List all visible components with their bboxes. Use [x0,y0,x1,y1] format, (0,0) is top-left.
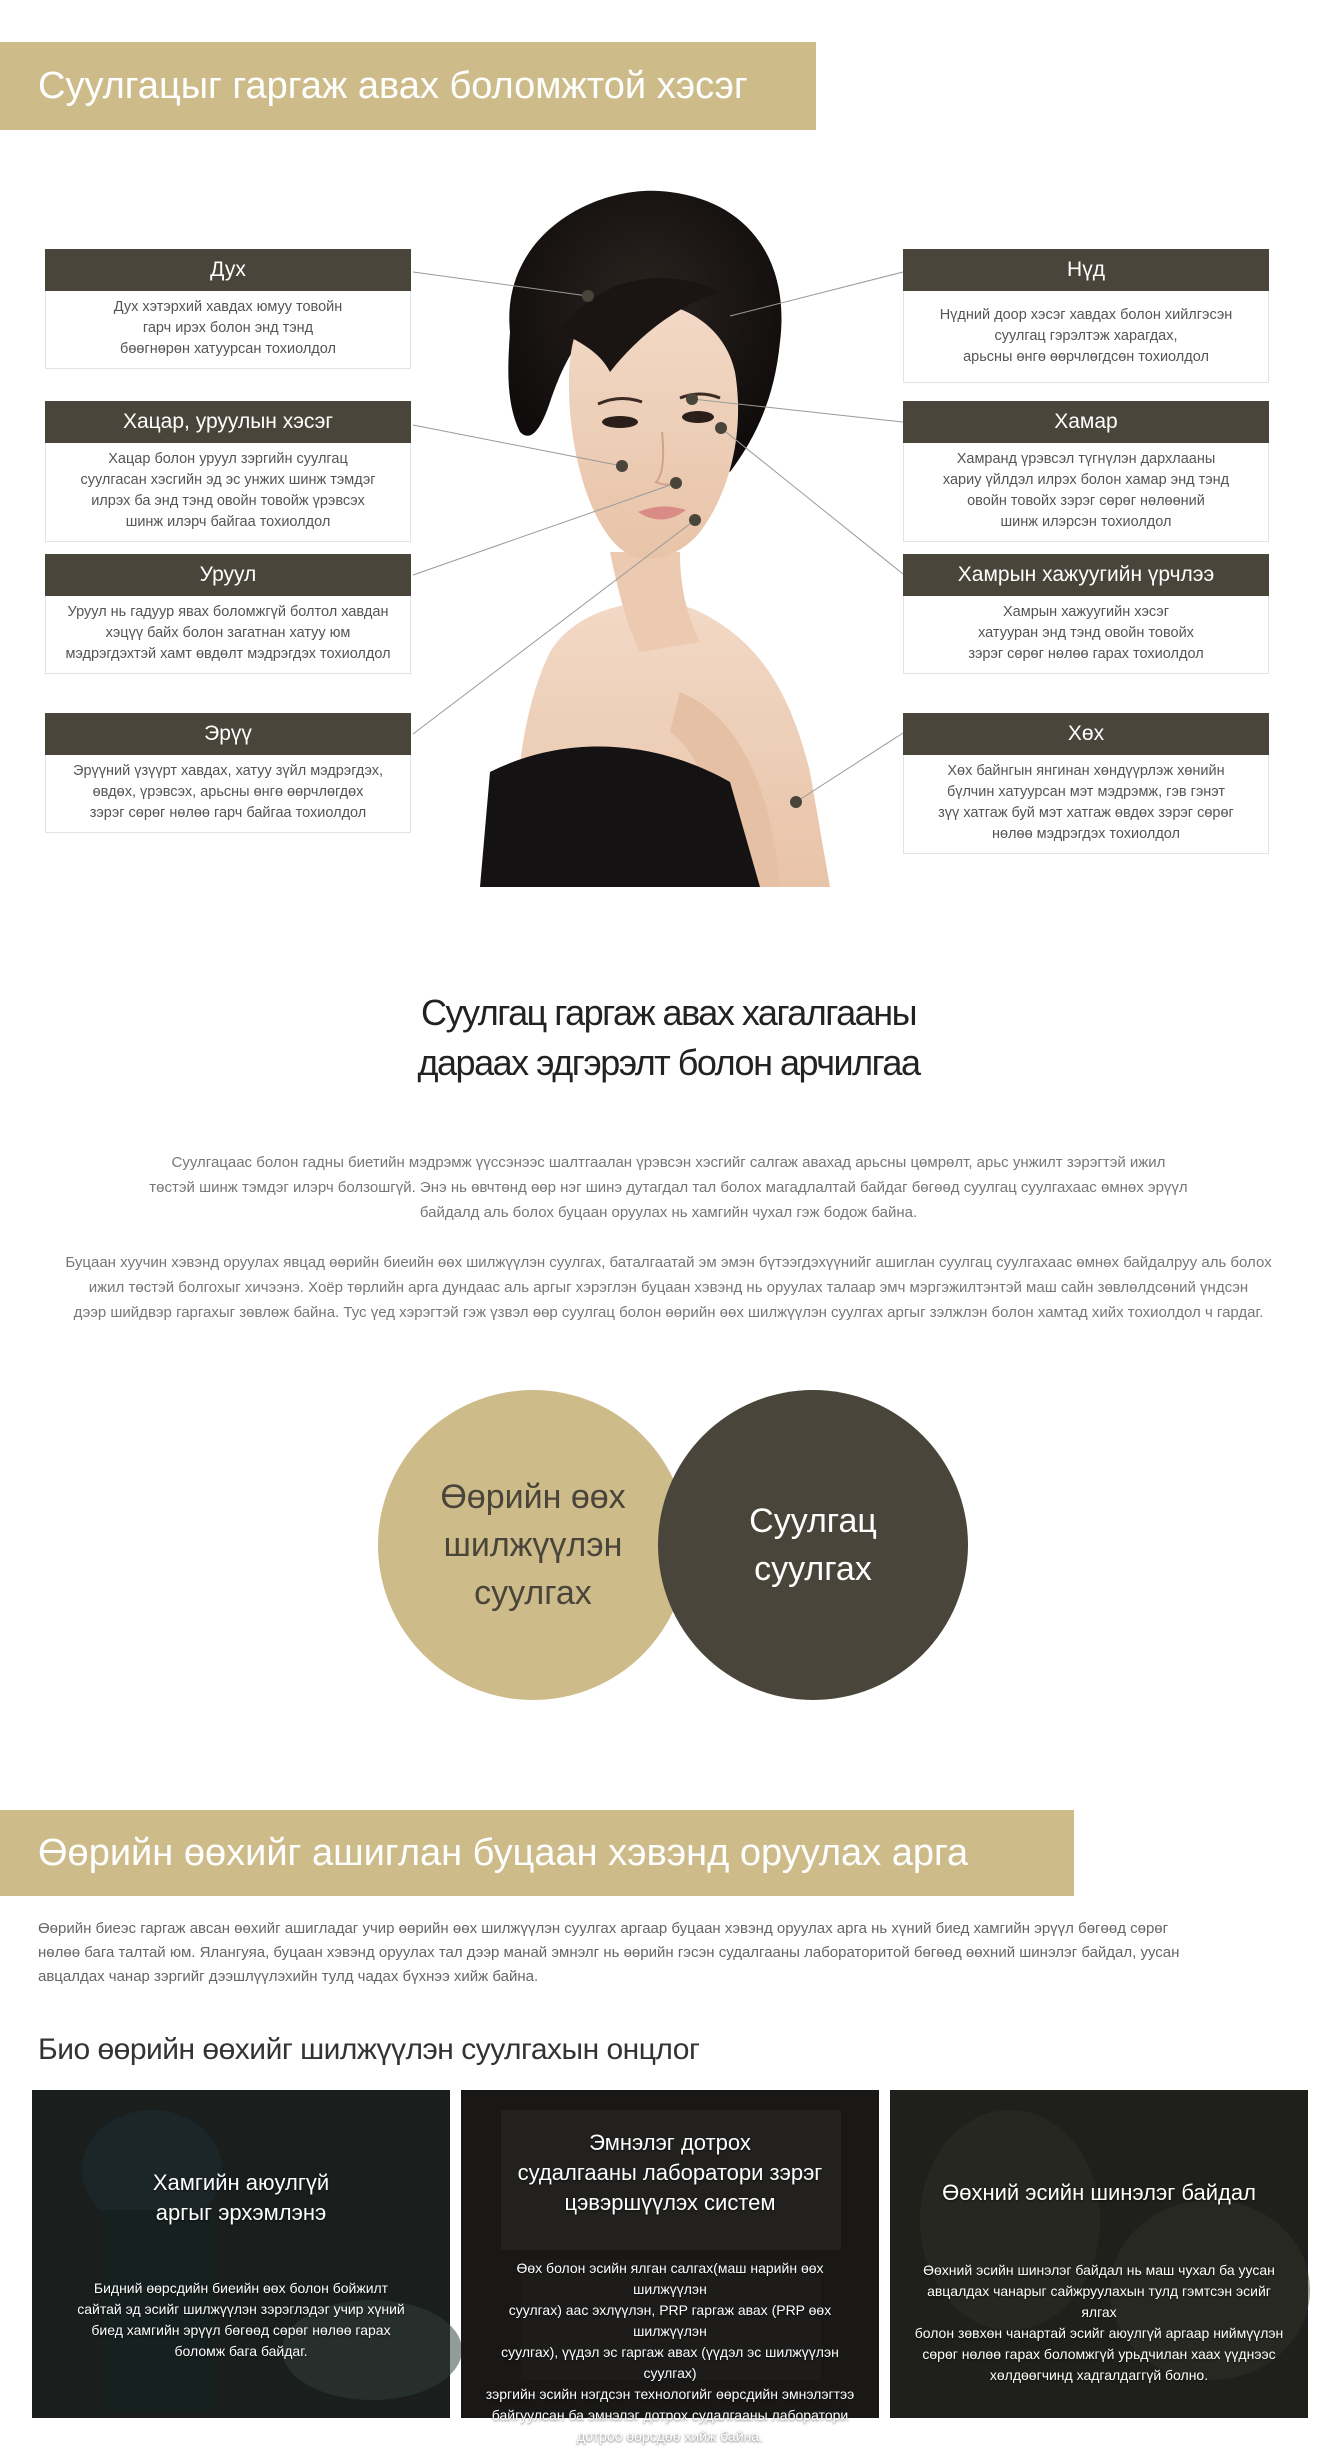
area-box-forehead [45,249,411,369]
section-title: Өөрийн өөхийг ашиглан буцаан хэвэнд оруулах арга [38,1831,969,1874]
area-description: Хацар болон уруул зэргийн суулгац суулгасан хэсгийн эд эс унжих шинж тэмдэг илрэх ба энд тэнд овойн товойж үрэвсэх шинж илэрч байгаа тохиолдол [80,451,376,530]
area-title: Уруул [45,554,411,596]
card-title: Хамгийн аюулгүй аргыг эрхэмлэнэ [152,2170,330,2225]
features-heading: Био өөрийн өөхийг шилжүүлэн суулгахын онцлог [38,2033,700,2066]
card-text: Өөхний эсийн шинэлэг байдал нь маш чухал ба уусан авцалдах чанарыг сайжруулахын тулд гэмтсэн эсийг ялгах болон зөвхөн чанартай эсийг аюулгүй аргаар ниймүүлэн сөрөг нөлөө гарах боломжгүй урьдчилан хаах үүднээс хөлдөөгчинд хадгалдаггүй болно. [914,2262,1284,2383]
breast-point [790,796,802,808]
card-text: Бидний өөрсдийн биеийн өөх болон бойжилт сайтай эд эсийг шилжүүлэн зэрэглэдэг учир хүний биед хамгийн эрүүл бөгөөд сөрөг нөлөө гарах боломж бага байдаг. [77,2280,405,2359]
area-description: Хөх байнгын янгинан хөндүүрлэж хөнийн бүлчин хатуурсан мэт мэдрэмж, гэв гэнэт зүү хатгаж буй мэт хатгаж өвдөх зэрэг сөрөг нөлөө мэдрэгдэх тохиолдол [938,763,1234,842]
area-box-lips [45,554,411,674]
paragraph: Өөрийн биеэс гаргаж авсан өөхийг ашигладаг учир өөрийн өөх шилжүүлэн суулгах аргаар буцаан хэвэнд оруулах арга нь хүний биед хамгийн эрүүл бөгөөд сөрөг нөлөө бага талтай юм. Ялангуяа, буцаан хэвэнд оруулах тал дээр манай эмнэлг нь өөрийн гэсэн судалгааны лабораторитой бөгөөд өөхний шинэлэг байдал, уусан авцалдах чанар зэргийг дээшлүүлэхийн тулд чадах бүхнээ хийж байна. [38,1920,1180,1985]
area-description: Эрүүний үзүүрт хавдах, хатуу зүйл мэдрэгдэх, өвдөх, үрэвсэх, арьсны өнгө өөрчлөгдөх зэрэг сөрөг нөлөө гарч байгаа тохиолдол [73,763,383,821]
nose-point [715,422,727,434]
area-title: Нүд [903,249,1269,291]
area-title: Дух [45,249,411,291]
paragraph: Буцаан хуучин хэвэнд оруулах явцад өөрийн биеийн өөх шилжүүлэн суулгах, баталгаатай эм эмэн бүтээгдэхүүнийг ашиглан суулгац суулгахаас өмнөх байдалруу аль болох ижил төстэй болгохыг хичээнэ. Хоёр төрлийн арга дундаас аль аргыг хэрэглэн буцаан хэвэнд нь оруулах талаар эмч мэргэжилтэнтэй маш сайн зөвлөлдсөний үндсэн дээр шийдвэр гаргахыг зөвлөж байна. Тус үед хэрэгтэй гэж үзвэл өөр суулгац болон өөрийн өөх шилжүүлэн суулгах аргыг зэлжлэн болон хамтад хийх тохиолдол ч гардаг. [65,1254,1272,1321]
forehead-point [582,290,594,302]
area-description: Дух хэтэрхий хавдах юмуу товойн гарч ирэх болон энд тэнд бөөгнөрөн хатуурсан тохиолдол [113,299,343,357]
area-title: Хөх [903,713,1269,755]
section-banner [0,1810,1074,1896]
cheek-point [616,460,628,472]
chin-point [689,514,701,526]
lip-point [670,477,682,489]
card-title: Өөхний эсийн шинэлэг байдал [942,2180,1256,2205]
feature-card [461,2090,879,2444]
area-description: Хамранд үрэвсэл түгнүлэн дархлааны хариу үйлдэл илрэх болон хамар энд тэнд овойн товойх зэрэг сөрөг нөлөөний шинж илэрсэн тохиолдол [942,451,1230,530]
area-title: Хамар [903,401,1269,443]
surgery-photo [32,2090,450,2418]
card-text: Өөх болон эсийн ялган салгах(маш нарийн өөх шилжүүлэн суулгах) аас эхлүүлэн, PRP гаргаж авах (PRP өөх шилжүүлэн суулгах), үүдэл эс гаргаж авах (үүдэл эс шилжүүлэн суулгах) зэргийн эсийн нэгдсэн технологийг өөрсдийн эмнэлэгтээ байгуулсан ба эмнэлэг дотрох судалгааны лаборатори дотроо өөрсдөө хийж байна. [485,2260,855,2444]
card-title: Эмнэлэг дотрох судалгааны лаборатори зэрэг цэвэршүүлэх систем [517,2130,823,2215]
feature-card [32,2090,450,2418]
section-heading: Суулгац гаргаж авах хагалгааны дараах эдгэрэлт болон арчилгаа [417,992,920,1083]
area-box-nose [903,401,1269,542]
area-box-eye [903,249,1269,383]
area-title: Хамрын хажуугийн үрчлээ [903,554,1269,596]
fat-transfer-circle: Өөрийн өөх шилжүүлэн суулгах [378,1390,688,1700]
feature-card [890,2090,1308,2418]
area-description: Хамрын хажуугийн хэсэг хатууран энд тэнд овойн товойх зэрэг сөрөг нөлөө гарах тохиолдол [968,604,1204,662]
eye-point [686,393,698,405]
area-description: Нүдний доор хэсэг хавдах болон хийлгэсэн суулгац гэрэлтэж харагдах, арьсны өнгө өөрчлөгдсөн тохиолдол [939,307,1233,365]
area-box-chin [45,713,411,833]
section-title: Суулгацыг гаргаж авах боломжтой хэсэг [38,64,748,107]
area-description: Уруул нь гадуур явах боломжгүй болтол хавдан хэцүү байх болон загатнан хатуу юм мэдрэгдэхтэй хамт өвдөлт мэдрэгдэх тохиолдол [65,604,391,662]
paragraph: Суулгацаас болон гадны биетийн мэдрэмж үүссэнээс шалтгаалан үрэвсэн хэсгийг салгаж авахад арьсны цөмрөлт, арьс унжилт зэрэгтэй ижил төстэй шинж тэмдэг илэрч болзошгүй. Энэ нь өвчтөнд өөр нэг шинэ дутагдал тал болох магадлалтай байдаг бөгөөд суулгац суулгахаас өмнөх эрүүл байдалд аль болох буцаан оруулах нь хамгийн чухал гэж бодож байна. [149,1154,1188,1221]
area-title: Хацар, уруулын хэсэг [45,401,411,443]
area-title: Эрүү [45,713,411,755]
area-box-cheek-lip [45,401,411,542]
area-box-breast [903,713,1269,854]
area-box-nasolabial [903,554,1269,674]
implant-circle: Суулгац суулгах [658,1390,968,1700]
